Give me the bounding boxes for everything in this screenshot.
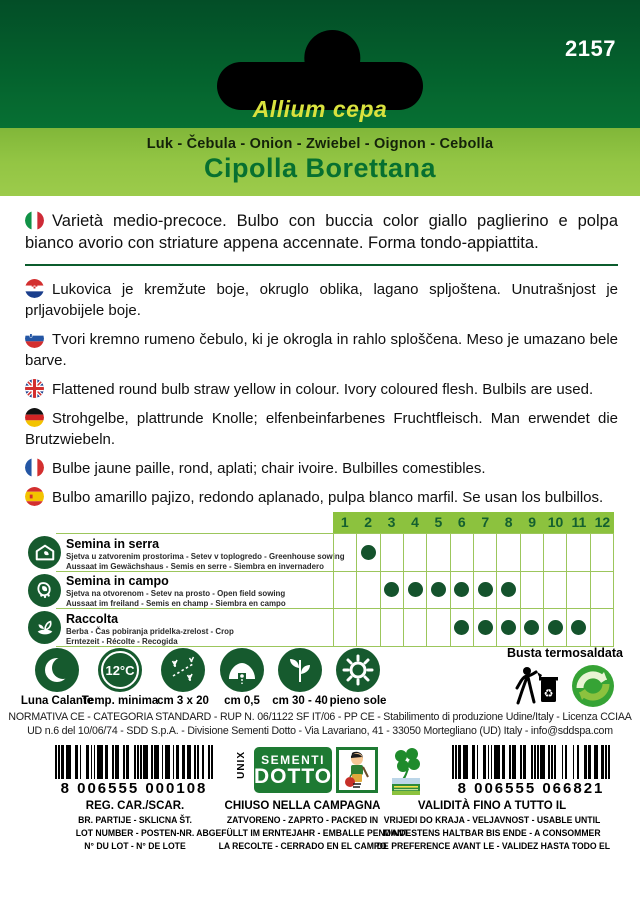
month-number: 7	[481, 514, 490, 530]
calendar-row-harvest	[56, 609, 614, 647]
calendar-row-subtitle: Aussaat im Gewächshaus - Semis en serre - Siembra en invernadero	[66, 560, 324, 571]
description-fr	[25, 458, 618, 479]
spain-flag-icon	[25, 487, 44, 506]
calendar-grid-row	[333, 572, 614, 609]
sun-exposure-item	[310, 648, 406, 707]
description-es	[25, 487, 618, 508]
calendar-cell	[450, 609, 473, 646]
calendar-cell	[356, 609, 379, 646]
description-sl	[25, 329, 618, 371]
footer-column-title: CHIUSO NELLA CAMPAGNA	[224, 800, 381, 812]
calendar-grid-row	[333, 534, 614, 571]
clover-certification-logo	[388, 748, 424, 803]
calendar-cell	[403, 572, 426, 609]
germany-flag-icon	[25, 408, 44, 427]
calendar-cell	[520, 534, 543, 571]
month-number: 5	[434, 514, 443, 530]
calendar-row-subtitle: Aussaat im freiland - Semis en champ - Siembra en campo	[66, 598, 286, 608]
active-month-dot	[524, 620, 539, 635]
page-title: Cipolla Borettana	[203, 153, 437, 183]
footer-column-line: ZATVORENO - ZAPRTO - PACKED IN	[226, 815, 379, 825]
description-text: Bulbe jaune paille, rond, aplati; chair ivoire. Bulbilles comestibles.	[52, 460, 486, 477]
description-de	[25, 408, 618, 450]
description-text: Tvori kremno rumeno čebulo, ki je okrogla in rahlo sploščena. Meso je umazano bele barve.	[25, 331, 618, 369]
footer-column-line: DE PREFERENCE AVANT LE - VALIDEZ HASTA TODO EL	[376, 841, 611, 851]
month-number: 9	[528, 514, 536, 530]
calendar-cell	[543, 572, 566, 609]
legal-line: NORMATIVA CE - CATEGORIA STANDARD - RUP N. 06/1122 SF IT/06 - PP CE - Stabilimento di produzione Udine/Italy - Licenza CCIAA	[8, 711, 632, 723]
calendar-row-subtitle: Sjetva na otvorenom - Setev na prosto - Open field sowing	[66, 588, 286, 598]
calendar-row-subtitle: Sjetva u zatvorenim prostorima - Setev v toplogredo - Greenhouse sowing	[66, 550, 345, 561]
calendar-cell	[590, 609, 614, 646]
calendar-cell	[590, 572, 614, 609]
active-month-dot	[571, 620, 586, 635]
active-month-dot	[384, 582, 399, 597]
icon-caption: Temp. minima	[81, 695, 159, 707]
packaging-info	[492, 646, 638, 713]
active-month-dot	[454, 620, 469, 635]
month-number: 10	[547, 514, 564, 530]
descriptions-section	[25, 198, 618, 516]
footer-column-line: ABGEFÜLLT IM ERNTEJAHR - EMBALLE PENDANT	[196, 828, 409, 838]
calendar-row-title: Semina in campo	[66, 574, 169, 588]
active-month-dot	[454, 582, 469, 597]
month-number: 4	[411, 514, 419, 530]
field-sowing-icon	[28, 574, 61, 607]
description-hr	[25, 279, 618, 321]
month-number: 8	[504, 514, 513, 530]
active-month-dot	[501, 620, 516, 635]
legal-line: UD n.6 del 10/06/74 - SDD S.p.A. - Divisione Sementi Dotto - Via Lavariano, 41 - 33050 Mortegliano (UD) Italy - info@sddspa.com	[27, 724, 613, 737]
footer-column-line: N° DU LOT - N° DE LOTE	[84, 841, 186, 851]
calendar-row-greenhouse	[56, 534, 614, 572]
italy-flag-icon	[25, 211, 44, 230]
month-number: 6	[457, 514, 466, 530]
calendar-row-subtitle: Erntezeit - Récolte - Recogida	[66, 635, 178, 646]
calendar-cell	[380, 534, 403, 571]
barcode-bars	[430, 745, 632, 779]
description-text: Lukovica je kremžute boje, okruglo oblika, lagano spljoštena. Unutrašnjost je prljavobijele boje.	[25, 281, 618, 319]
calendar-cell	[426, 534, 449, 571]
svg-text:12°C: 12°C	[105, 663, 135, 678]
languages-line: Luk - Čebula - Onion - Zwiebel - Oignon - Cebolla	[146, 136, 494, 152]
calendar-cell	[403, 609, 426, 646]
active-month-dot	[431, 582, 446, 597]
sementi-dotto-logo	[254, 747, 332, 793]
icon-caption: cm 3 x 20	[157, 695, 209, 707]
month-number: 1	[340, 514, 349, 530]
calendar-cell	[496, 534, 519, 571]
footer-column-line: MINDESTENS HALTBAR BIS ENDE - A CONSOMMER	[383, 828, 601, 838]
calendar-cell	[450, 534, 473, 571]
calendar-cell	[356, 572, 379, 609]
description-text: Varietà medio-precoce. Bulbo con buccia color giallo paglierino e polpa bianco avorio con striature appena accennate. Forma tondo-appiattita.	[25, 212, 618, 252]
footer-column-title: VALIDITÀ FINO A TUTTO IL	[417, 800, 567, 812]
icon-caption: cm 30 - 40	[272, 695, 328, 707]
calendar-cell	[543, 609, 566, 646]
calendar-cell	[426, 609, 449, 646]
calendar-cell	[333, 572, 356, 609]
active-month-dot	[408, 582, 423, 597]
barcode-digits: 8 006555 000108	[60, 780, 208, 797]
barcode-digits: 8 006555 066821	[457, 780, 605, 797]
month-number: 2	[364, 514, 373, 530]
active-month-dot	[478, 582, 493, 597]
calendar-cell	[450, 572, 473, 609]
uk-flag-icon	[25, 379, 44, 398]
brand-name-top: SEMENTI	[261, 753, 325, 767]
footer-column-line: VRIJEDI DO KRAJA - VELJAVNOST - USABLE UNTIL	[383, 815, 601, 825]
calendar-cell	[496, 609, 519, 646]
header-band	[0, 0, 640, 128]
species-name: Allium cepa	[252, 96, 388, 122]
month-number: 11	[571, 514, 587, 530]
calendar-cell	[473, 534, 496, 571]
slovenia-flag-icon	[25, 329, 44, 348]
green-dot-recycle-icon	[571, 664, 615, 713]
france-flag-icon	[25, 458, 44, 477]
calendar-row-title: Raccolta	[66, 611, 119, 626]
active-month-dot	[361, 545, 376, 560]
calendar-cell	[566, 534, 589, 571]
calendar-cell	[520, 609, 543, 646]
description-text: Bulbo amarillo pajizo, redondo aplanado, pulpa blanco marfil. Se usan los bulbillos.	[52, 489, 604, 506]
calendar-cell	[426, 572, 449, 609]
active-month-dot	[548, 620, 563, 635]
description-text: Flattened round bulb straw yellow in colour. Ivory coloured flesh. Bulbils are used.	[52, 381, 594, 398]
month-number: 12	[594, 514, 611, 530]
mascot-illustration	[336, 747, 378, 793]
icon-caption: cm 0,5	[224, 695, 260, 707]
footer-column-line: LA RECOLTE - CERRADO EN EL CAMPO	[218, 841, 387, 851]
brand-name-bottom: DOTTO	[254, 765, 333, 788]
calendar-month-header	[333, 512, 614, 533]
footer-column-line: LOT NUMBER - POSTEN-NR.	[75, 828, 195, 838]
calendar-row-title: Semina in serra	[66, 536, 160, 551]
footer-column-title: REG. CAR./SCAR.	[85, 800, 185, 812]
calendar-cell	[520, 572, 543, 609]
description-en	[25, 379, 618, 400]
calendar-cell	[496, 572, 519, 609]
description-it	[25, 210, 618, 254]
packaging-label: Busta termosaldata	[506, 646, 623, 660]
calendar-cell	[333, 609, 356, 646]
calendar-grid-row	[333, 609, 614, 646]
svg-text:♻: ♻	[543, 688, 554, 700]
barcode-side-label: UNIX	[236, 751, 247, 779]
section-divider	[25, 264, 618, 266]
footer-column-line: BR. PARTIJE - SKLICNA ŠT.	[78, 815, 192, 825]
pack-code: 2157	[565, 36, 616, 61]
croatia-flag-icon	[25, 279, 44, 298]
calendar-row-openfield	[56, 572, 614, 610]
footer-column-validity	[372, 800, 612, 853]
calendar-cell	[403, 534, 426, 571]
calendar-cell	[590, 534, 614, 571]
calendar-cell	[473, 572, 496, 609]
barcode-bars	[36, 745, 232, 779]
barcode-left	[36, 745, 232, 797]
calendar-cell	[543, 534, 566, 571]
calendar-cell	[566, 572, 589, 609]
barcode-right	[430, 745, 632, 797]
calendar-cell	[333, 534, 356, 571]
legal-text	[0, 711, 640, 738]
calendar-cell	[356, 534, 379, 571]
calendar-cell	[380, 609, 403, 646]
greenhouse-sowing-icon	[28, 536, 61, 569]
icon-caption: pieno sole	[329, 695, 387, 707]
calendar-cell	[473, 609, 496, 646]
title-band	[0, 128, 640, 196]
calendar-row-subtitle: Berba - Čas pobiranja pridelka-zrelost - Crop	[66, 625, 234, 636]
calendar-cell	[380, 572, 403, 609]
active-month-dot	[478, 620, 493, 635]
description-text: Strohgelbe, plattrunde Knolle; elfenbeinfarbenes Fruchtfleisch. Man erwendet die Brutzwiebeln.	[25, 410, 618, 448]
icon-caption: Luna Calante	[20, 695, 94, 707]
harvest-icon	[28, 611, 61, 644]
active-month-dot	[501, 582, 516, 597]
calendar-cell	[566, 609, 589, 646]
month-number: 3	[387, 514, 396, 530]
tidyman-icon	[515, 664, 561, 713]
full-sun-icon	[336, 648, 380, 692]
